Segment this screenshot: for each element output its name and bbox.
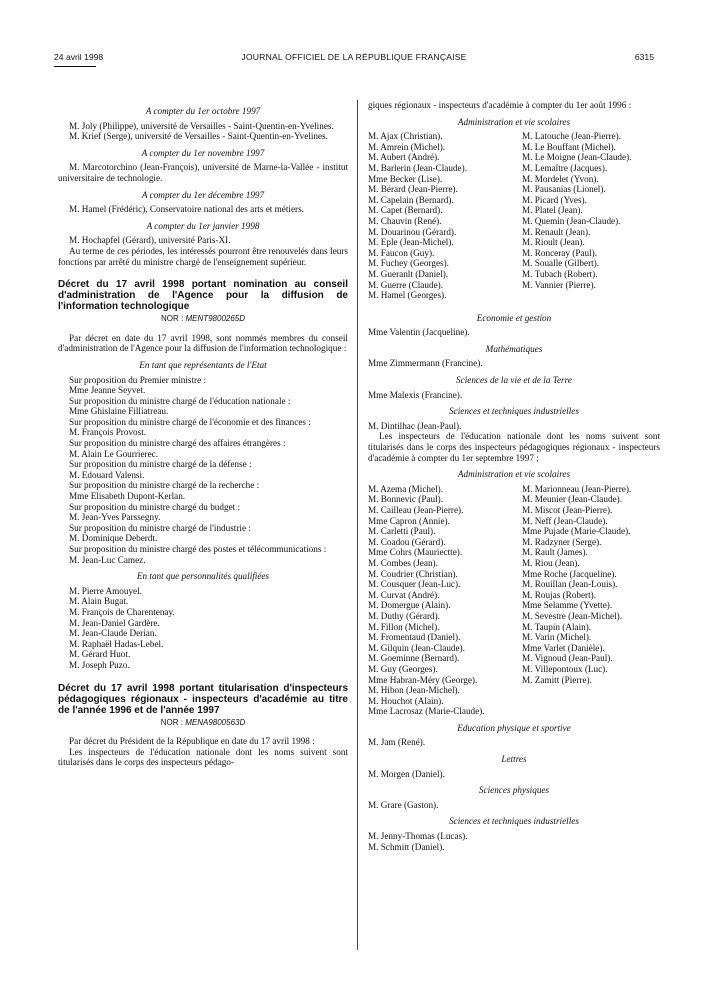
list-item: M. Pierre Amouyel. [69, 585, 142, 596]
list-item: Mme Malexis (Francine). [368, 389, 463, 400]
list-item: M. Carletti (Paul). [368, 526, 436, 537]
section-heading: Sciences et techniques industrielles [449, 406, 579, 417]
list-item: M. Cailleau (Jean-Pierre). [368, 505, 464, 515]
section-heading: Sciences et techniques industrielles [449, 816, 579, 827]
section-heading: Mathématiques [485, 343, 543, 354]
list-item: M. Azema (Michel). [368, 483, 444, 494]
list-item: M. Coadou (Gérard). [368, 536, 446, 547]
list-item: Mme Selamme (Yvette). [522, 600, 613, 611]
oct-list [58, 121, 348, 142]
decree-title: Décret du 17 avril 1998 portant nomination au conseil d'administration de l'Agence pour la diffusion de l'information technologique [58, 279, 348, 313]
list-item: M. Curvat (André). [368, 589, 440, 600]
header-page-number: 6315 [634, 52, 654, 62]
list-item: M. Combes (Jean). [368, 557, 438, 568]
list-item: Sur proposition du ministre chargé de l'économie et des finances : [69, 416, 311, 427]
list-item: M. Capet (Bernard). [368, 205, 443, 216]
list-item: M. Dominique Deberdt. [69, 533, 158, 544]
list-item: M. François de Charentenay. [69, 606, 175, 617]
nor-code: MENA9800563D [185, 717, 246, 727]
qual-list [58, 586, 348, 671]
decree-title: Décret du 17 avril 1998 portant titularisation d'inspecteurs pédagogiques régionaux - inspecteurs d'académie au titre de l'année 1996 et de l'année 1997 [58, 682, 348, 716]
list-item: M. Fuchey (Georges). [368, 258, 449, 269]
paragraph: Par décret en date du 17 avril 1998, sont nommés membres du conseil d'administration de l'Agence pour la diffusion de l'information technologique : [58, 332, 348, 354]
section-heading: Education physique et sportive [457, 722, 571, 733]
list-item: M. Jean-Luc Camez. [69, 554, 146, 565]
list-item: M. Lemaître (Jacques). [522, 162, 608, 173]
list-item: M. Capelain (Bernard). [368, 194, 454, 205]
list-item: M. Pausanias (Lionel). [522, 184, 606, 195]
list-item: M. Gérard Huot. [69, 649, 131, 660]
paragraph: Les inspecteurs de l'éducation nationale dont les noms suivent sont titularisés dans le corps des inspecteurs pédagogiques régionaux - inspecteurs d'académie à compter du 1er septembre 1997 : [368, 431, 660, 463]
list-item: M. Guerre (Claude). [368, 279, 444, 290]
paragraph: M. Hochapfel (Gérard), université Paris-XI. [69, 235, 231, 246]
section-heading: A compter du 1er octobre 1997 [145, 106, 261, 116]
list-item: Mme Pujade (Marie-Claude). [522, 526, 631, 537]
list-item: M. Ronceray (Paul). [522, 247, 598, 258]
right-column [368, 100, 660, 852]
list-item: M. Cousquer (Jean-Luc). [368, 579, 461, 590]
paragraph: Les inspecteurs de l'éducation nationale dont les noms suivent sont titularisés dans le corps des inspecteurs pédago- [58, 746, 348, 768]
list-item: Sur proposition du ministre chargé de l'éducation nationale : [69, 395, 291, 406]
list-item: M. Meunier (Jean-Claude). [522, 494, 623, 505]
list-item: Mme Ghislaine Filliatreau. [69, 406, 169, 417]
list-item: M. Morgen (Daniel). [368, 768, 445, 779]
list-item: M. Neff (Jean-Claude). [522, 515, 608, 526]
list-item: Mme Lacrosaz (Marie-Claude). [368, 706, 485, 717]
section-heading: Lettres [501, 754, 527, 765]
list-item: M. Vignoud (Jean-Paul). [522, 653, 613, 664]
list-item: M. Alain Le Gourrierec. [69, 448, 159, 459]
section-heading: Administration et vie scolaires [457, 116, 571, 127]
list-item: M. Villepontoux (Luc). [522, 663, 608, 674]
list-item: M. Gilquin (Jean-Claude). [368, 642, 465, 653]
list-item: M. Hibon (Jean-Michel). [368, 685, 460, 696]
list-item: M. Jam (René). [368, 737, 426, 748]
list-item: M. Raphaël Hadas-Lebel. [69, 638, 164, 649]
list-item: Sur proposition du ministre chargé des affaires étrangères : [69, 438, 286, 449]
nor-line [58, 718, 348, 729]
list-item: M. Grare (Gaston). [368, 799, 439, 810]
list-item: M. Rault (James). [522, 547, 588, 558]
list-item: M. Rouillan (Jean-Louis). [522, 579, 618, 590]
list-item: Sur proposition du ministre chargé du budget : [69, 501, 241, 512]
list-item: M. François Provost. [69, 427, 147, 438]
paragraph: M. Hamel (Frédéric), Conservatoire national des arts et métiers. [69, 204, 304, 215]
section-heading: Sciences physiques [478, 785, 550, 796]
list-item: M. Mordelet (Yvon). [522, 173, 599, 184]
list-item: M. Le Bouffant (Michel). [522, 141, 616, 152]
list-item: Mme Becker (Lise). [368, 173, 443, 184]
list-item: M. Aubert (André). [368, 152, 440, 163]
list-item: Mme Elisabeth Dupont-Kerlan. [69, 491, 186, 502]
list-item: M. Faucon (Guy). [368, 247, 435, 258]
list-item: M. Edouard Valensi. [69, 469, 145, 480]
nor-label: NOR : [160, 314, 184, 324]
section-heading: A compter du 1er décembre 1997 [141, 189, 265, 200]
list-item: Mme Zimmermann (Francine). [368, 358, 483, 369]
list-item: Mme Valentin (Jacqueline). [368, 327, 470, 338]
list-item: M. Schmitt (Daniel). [368, 841, 445, 852]
list-item: M. Krief (Serge), université de Versailles - Saint-Quentin-en-Yvelines. [69, 131, 328, 142]
section-heading: A compter du 1er janvier 1998 [146, 220, 260, 231]
list-item: M. Le Moigne (Jean-Claude). [522, 152, 632, 163]
list-item: M. Douarinou (Gérard). [368, 226, 457, 237]
list-item: M. Duthy (Gérard). [368, 610, 440, 621]
column-divider [357, 100, 358, 950]
paragraph: giques régionaux - inspecteurs d'académie à compter du 1er août 1996 : [368, 100, 632, 110]
section-heading: Sciences de la vie et de la Terre [456, 375, 572, 386]
list-item: Sur proposition du ministre chargé de la défense : [69, 459, 252, 470]
list-item: M. Fillon (Michel). [368, 621, 440, 632]
left-column [58, 100, 348, 768]
list-item: M. Jean-Daniel Gardère. [69, 617, 160, 628]
section-heading: En tant que personnalités qualifiées [136, 571, 270, 582]
section-heading: Administration et vie scolaires [457, 469, 571, 480]
spacer [368, 301, 660, 307]
list-item: M. Ajax (Christian). [368, 131, 443, 142]
list-item: M. Gueranlt (Daniel). [368, 268, 449, 279]
list-item: Sur proposition du ministre chargé de l'industrie : [69, 522, 251, 533]
nor-label: NOR : [160, 717, 183, 727]
paragraph: Par décret du Président de la République en date du 17 avril 1998 : [69, 736, 315, 747]
list-item: M. Fromentaud (Daniel). [368, 632, 461, 643]
list-item: M. Goeminne (Bernard). [368, 653, 460, 664]
list-item: M. Riou (Jean). [522, 557, 580, 568]
section-heading: Economie et gestion [476, 312, 552, 323]
paragraph: M. Marcotorchino (Jean-François), université de Marne-la-Vallée - institut universitaire de technologie. [58, 162, 348, 183]
list-item: M. Varin (Michel). [522, 632, 592, 643]
state-list [58, 375, 348, 566]
list-item: M. Latouche (Jean-Pierre). [522, 131, 621, 142]
list-item: M. Tubach (Robert). [522, 268, 598, 279]
name-table [368, 484, 660, 717]
page-header [54, 52, 654, 66]
list-item: M. Rioult (Jean). [522, 237, 585, 248]
list-item: M. Renault (Jean). [522, 226, 591, 237]
list-item: M. Jenny-Thomas (Lucas). [368, 831, 468, 842]
list-item: M. Coudrier (Christian). [368, 568, 458, 579]
list-item: M. Guy (Georges). [368, 663, 438, 674]
name-column [522, 484, 660, 717]
list-item: M. Amrein (Michel). [368, 141, 446, 152]
header-title: JOURNAL OFFICIEL DE LA RÉPUBLIQUE FRANÇAISE [241, 52, 467, 62]
section-heading: A compter du 1er novembre 1997 [141, 147, 265, 158]
list-item: M. Bérard (Jean-Pierre). [368, 184, 458, 195]
name-table [368, 131, 660, 301]
list-item: M. Chauvin (René). [368, 215, 442, 226]
list-item: Mme Habran-Méry (George). [368, 674, 478, 685]
list-item: M. Miscot (Jean-Pierre). [522, 505, 613, 515]
list-item: M. Picard (Yves). [522, 194, 587, 205]
list-item: M. Quemin (Jean-Claude). [522, 215, 621, 226]
list-item: Sur proposition du ministre chargé des postes et télécommunications : [69, 544, 327, 554]
list-item: Sur proposition du ministre chargé de la recherche : [69, 480, 260, 491]
list-item: M. Marionneau (Jean-Pierre). [522, 483, 632, 494]
name-column [368, 131, 516, 301]
list-item: Sur proposition du Premier ministre : [69, 374, 207, 385]
list-item: M. Platel (Jean). [522, 205, 583, 216]
list-item: M. Taupin (Alain). [522, 621, 592, 632]
paragraph: Au terme de ces périodes, les intéressés pourront être renouvelés dans leurs fonctions par arrêté du ministre chargé de l'enseignement supérieur. [58, 245, 348, 267]
list-item: Mme Varlet (Danièle). [522, 642, 605, 653]
list-item: M. Joly (Philippe), université de Versailles - Saint-Quentin-en-Yvelines. [69, 120, 334, 131]
list-item: M. Hamel (Georges). [368, 290, 447, 301]
list-item: M. Radzyner (Serge). [522, 536, 602, 547]
sti2-list [368, 831, 660, 852]
section-heading: En tant que représentants de l'Etat [139, 359, 267, 370]
list-item: M. Soualle (Gilbert). [522, 258, 600, 269]
list-item: M. Jean-Claude Derian. [69, 628, 157, 639]
list-item: Mme Cohrs (Mauriectte). [368, 547, 463, 558]
name-column [368, 484, 516, 717]
nor-line [58, 314, 348, 325]
header-date: 24 avril 1998 [54, 52, 104, 62]
list-item: M. Sevestre (Jean-Michel). [522, 610, 623, 621]
list-item: M. Zamitt (Pierre). [522, 674, 592, 685]
list-item: M. Roujas (Robert). [522, 589, 597, 600]
list-item: M. Jean-Yves Parssegny. [69, 512, 161, 523]
list-item: M. Alain Bugat. [69, 596, 129, 607]
header-rule [54, 66, 96, 67]
list-item: Mme Roche (Jacqueline). [522, 568, 617, 579]
list-item: M. Houchot (Alain). [368, 695, 444, 706]
list-item: M. Eple (Jean-Michel). [368, 237, 454, 248]
name-column [522, 131, 660, 301]
list-item: M. Bonnevic (Paul). [368, 494, 444, 505]
list-item: M. Barlerin (Jean-Claude). [368, 162, 467, 173]
list-item: M. Joseph Puzo. [69, 659, 130, 670]
list-item: Mme Jeanne Seyvet. [69, 385, 146, 396]
list-item: M. Domergue (Alain). [368, 600, 451, 611]
list-item: Mme Capron (Annie). [368, 515, 450, 526]
list-item: M. Vannier (Pierre). [522, 279, 596, 290]
list-item: M. Dintilhac (Jean-Paul). [368, 420, 462, 431]
nor-code: MENT9800265D [185, 314, 246, 324]
